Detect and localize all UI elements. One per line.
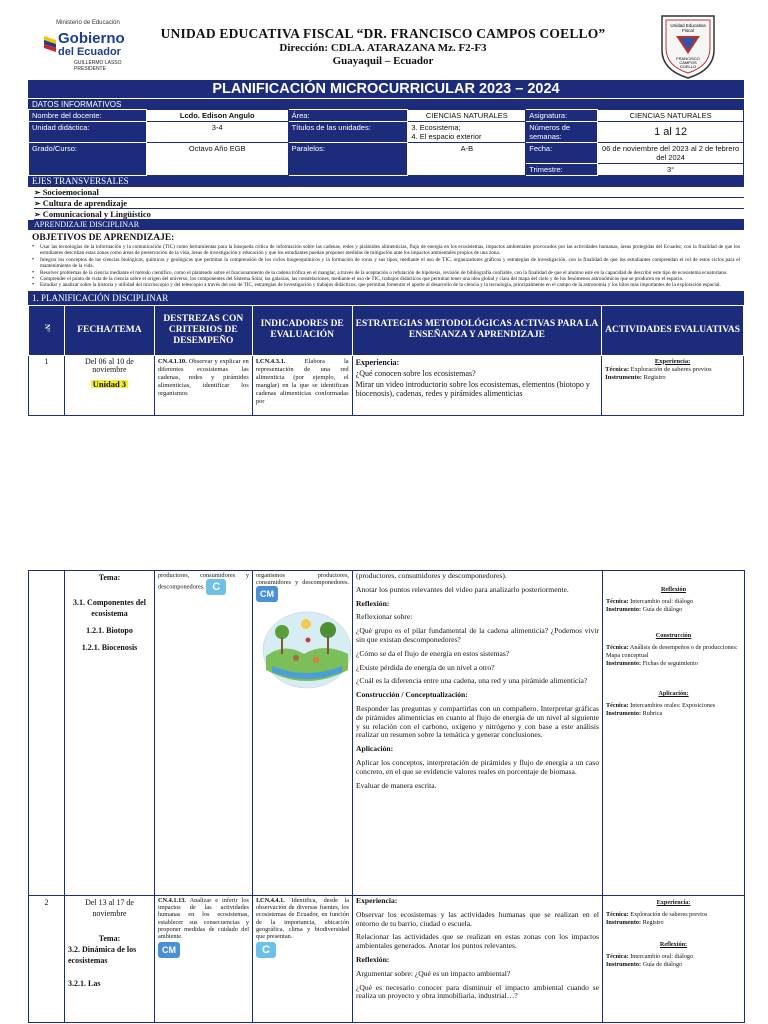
indicador-code: I.CN.4.3.1.: [255, 357, 286, 365]
act-tecnica: Técnica: Intercambios orales: Exposiciones: [606, 702, 716, 709]
ecuador-flag-icon: [42, 34, 58, 54]
tema-3: 1.2.1. Biocenosis: [81, 643, 138, 652]
col-actividades: ACTIVIDADES EVALUATIVAS: [602, 305, 744, 355]
act-instrumento: Instrumento: Registro: [606, 919, 664, 926]
estr-line: Aplicar los conceptos, interpretación de pirámides y flujo de energía a un caso concreto, en el que se evidencie valores reales en porcentaje de biomasa.: [356, 757, 599, 776]
ministry-label: Ministerio de Educación: [56, 20, 120, 26]
plan-title: PLANIFICACIÓN MICROCURRICULAR 2023 – 2024: [28, 80, 744, 98]
estr-heading: Aplicación:: [356, 744, 394, 754]
docente-value: Lcdo. Edison Angulo: [146, 110, 288, 122]
objetivos-heading: OBJETIVOS DE APRENDIZAJE:: [32, 233, 175, 243]
indicador-text: Identifica, desde la observación de diversas fuentes, los ecosistemas de Ecuador, en función de la importancia, ubicación geográfica, clima y biodiversidad que presentan.: [256, 897, 349, 941]
svg-text:COELLO: COELLO: [679, 64, 697, 69]
indicador-code: I.CN.4.4.1.: [256, 897, 285, 904]
school-shield-icon: [658, 14, 718, 80]
asignatura-label: Asignatura:: [526, 110, 598, 122]
titulo-2: 4. El espacio exterior: [411, 132, 482, 141]
col-fecha: FECHA/TEMA: [64, 305, 154, 355]
document-header: [28, 14, 744, 80]
ejes-list: [28, 187, 744, 220]
ejes-heading: EJES TRANSVERSALES: [28, 176, 744, 187]
row-estrategia: [352, 355, 602, 415]
trimestre-label: Trimestre:: [526, 164, 598, 176]
estr-line: (productores, consumidores y descomponedores).: [356, 571, 507, 580]
semanas-label: Números de semanas:: [526, 122, 598, 143]
asignatura-value: CIENCIAS NATURALES: [598, 110, 744, 122]
document-page-1: [28, 14, 744, 416]
tema-2: 1.2.1. Biotopo: [86, 626, 133, 635]
row-indicador: [253, 896, 353, 1023]
estr-heading: Experiencia:: [355, 357, 400, 367]
row-tema: [65, 571, 155, 896]
unidad-highlight: Unidad 3: [92, 378, 127, 389]
ejes-item: ➢ Cultura de aprendizaje: [34, 198, 744, 209]
row-estrategia: [353, 571, 603, 896]
gov-president: GUILLERMO LASSO PRESIDENTE: [74, 60, 122, 72]
act-tecnica: Técnica: Intercambio oral: diálogo: [606, 953, 694, 960]
row-num: [29, 571, 65, 896]
school-name: UNIDAD EDUCATIVA FISCAL “DR. FRANCISCO CAMPOS COELLO”: [160, 26, 606, 41]
estr-heading: Construcción / Conceptualización:: [356, 690, 468, 700]
row-destreza: [155, 896, 253, 1023]
school-city: Guayaquil – Ecuador: [332, 55, 434, 67]
competencia-cm-icon: CM: [158, 942, 180, 958]
row-fecha: Del 13 al 17 de noviembre: [85, 898, 134, 918]
col-estrategias: ESTRATEGIAS METODOLÓGICAS ACTIVAS PARA LA ENSEÑANZA Y APRENDIZAJE: [352, 305, 602, 355]
row-actividad: [602, 355, 744, 415]
titulos-label: Títulos de las unidades:: [288, 122, 408, 143]
estr-line: ¿Existe pérdida de energía de un nivel a otro?: [356, 662, 495, 672]
act-heading: Experiencia:: [654, 357, 691, 365]
trimestre-value: 3°: [598, 164, 744, 176]
docente-label: Nombre del docente:: [29, 110, 147, 122]
act-tecnica: Técnica: Intercambio oral: diálogo: [606, 598, 694, 605]
indicador-text: Elabora la representación de una red alimenticia (por ejemplo, el manglar) en la que se identifican cadenas alimenticias conformadas por: [255, 357, 349, 405]
row-estrategia: [353, 896, 603, 1023]
datos-heading: DATOS INFORMATIVOS: [28, 98, 744, 109]
col-num: N°: [29, 305, 65, 355]
estr-line: ¿Cuál es la diferencia entre una cadena, una red y una pirámide alimenticia?: [356, 676, 588, 686]
objetivo-item: • Integrar los conceptos de las ciencias biológicas, químicas y geológicas que permitan la comprensión de los ciclos biogeoquímicos y la formación de rocas y sus tipos, mediante el uso de TIC, organizadores gráficos y estrategias de investigación, con la finalidad de que los estudiantes comprendan el rol de estos ciclos para el mantenimiento de la vida.: [30, 257, 740, 270]
indicador-cont: organismos productores, consumidores y descomponedores.: [256, 572, 349, 587]
row-tema: [65, 896, 155, 1023]
destreza-text: Analizar e inferir los impactos de las actividades humanas en los ecosistemas, establecer sus consecuencias y proponer medidas de cuidado del ambiente.: [158, 897, 249, 941]
row-destreza: [154, 355, 252, 415]
row-actividad: [603, 571, 745, 896]
act-tecnica: Técnica: Análisis de desempeños o de producciones: Mapa conceptual: [606, 644, 738, 659]
tema-1: 3.1. Componentes del ecosistema: [73, 598, 146, 618]
row-indicador: [253, 571, 353, 896]
area-value: CIENCIAS NATURALES: [408, 110, 526, 122]
objetivo-item: • Usar las tecnologías de la información y la comunicación (TIC) como herramientas para la búsqueda crítica de información sobre las cadenas, redes y pirámides alimenticias, flujo de energía en los ecosistemas, impactos ambientales provocados por las actividades humanas, áreas protegidas del Ecuador, con la finalidad de que los estudiantes describan estas zonas como áreas de preservación de la vida, áreas de investigación y educación y que los estudiantes puedan proponer medidas de mitigación ante los impactos ambientales propios de una zona.: [30, 244, 740, 257]
act-heading: Aplicación:: [658, 690, 689, 697]
estr-line: Evaluar de manera escrita.: [356, 780, 437, 790]
objetivo-item: • Estudiar y analizar sobre la historia y utilidad del microscopio y del telescopio a través del uso de TIC, estrategias de investigación y trabajos didácticos, que permitan fomentar el aporte al desarrollo de la ciencia y la tecnología, principalmente en el campo de la astronomía y los hitos más importantes de la exploración espacial.: [30, 282, 740, 288]
government-logo: [34, 20, 142, 80]
act-instrumento: Instrumento: Rubrica: [606, 710, 663, 717]
act-tecnica: Técnica: Exploración de saberes previos: [605, 365, 712, 373]
ejes-item: ➢ Comunicacional y Lingüístico: [34, 209, 744, 220]
estr-line: Observar los ecosistemas y las actividades humanas que se realizan en el entorno de tu barrio, ciudad o escuela.: [356, 909, 599, 928]
titulo-1: 3. Ecosistema;: [411, 123, 461, 132]
destreza-cont: productores, consumidores y descomponedores.: [158, 572, 249, 591]
estr-line: Argumentar sobre: ¿Qué es un impacto ambiental?: [356, 968, 511, 978]
table-row: [29, 355, 744, 415]
paralelos-label: Paralelos:: [288, 143, 408, 176]
act-instrumento: Instrumento: Guía de diálogo: [606, 606, 683, 613]
aprendizaje-heading: APRENDIZAJE DISCIPLINAR: [28, 220, 744, 230]
destreza-text: Observar y explicar en diferentes ecosistemas las cadenas, redes y pirámides alimenticias, identificar los organismos: [157, 357, 249, 397]
ecosystem-illustration: [262, 610, 352, 690]
competencia-c-icon: C: [206, 579, 226, 595]
table-row: [29, 571, 745, 896]
estr-line: Responder las preguntas y compartirlas con un compañero. Interpretar gráficas de pirámides alimenticias en cuanto al flujo de energía de un nivel al siguiente y su relación con el carbono, oxígeno y nitrógeno y con base a este análisis realizar un resumen sobre la temática y generar conclusiones.: [356, 703, 599, 740]
planificacion-table: [28, 305, 744, 416]
unidad-label: Unidad didáctica:: [29, 122, 147, 143]
document-page-2: [28, 570, 744, 1023]
objetivo-item: • Resolver problemas de la ciencia mediante el método científico, como el planteado sobre el funcionamiento de la cadena trófica en el manglar, a través de la aceptación o refutación de hipótesis, revisión de bibliografía confiable, con la finalidad de que el alumno esté en la capacidad de describir este tipo de ecosistema ecuatoriano.: [30, 270, 740, 276]
school-address: Dirección: CDLA. ATARAZANA Mz. F2-F3: [279, 42, 487, 54]
act-heading: Construcción: [655, 632, 692, 639]
competencia-c-icon: C: [256, 942, 276, 958]
row-fecha: [64, 355, 154, 415]
estr-line: ¿Cómo se da el flujo de energía en estos sistemas?: [356, 648, 510, 658]
row-num: 1: [29, 355, 65, 415]
svg-text:FRANCISCO: FRANCISCO: [676, 56, 700, 61]
unidad-value: 3-4: [146, 122, 288, 143]
estr-line: ¿Qué grupo es el pilar fundamental de la cadena alimenticia? ¿Podemos vivir sin que existan descomponedores?: [356, 626, 599, 644]
tema-1: 3.2. Dinámica de los ecosistemas: [68, 945, 137, 965]
act-heading: Experiencia:: [656, 899, 691, 906]
semanas-value: 1 al 12: [598, 122, 744, 143]
svg-text:Unidad Educativa: Unidad Educativa: [670, 23, 706, 28]
estr-heading: Reflexión:: [356, 598, 390, 608]
planificacion-table-cont: [28, 570, 745, 1023]
gov-line1: Gobierno: [58, 30, 125, 47]
competencia-cm-icon: CM: [256, 586, 278, 602]
destreza-code: CN.4.1.10.: [157, 357, 187, 365]
estr-heading: Reflexión:: [356, 954, 390, 964]
estr-line: Reflexionar sobre:: [356, 612, 413, 622]
destreza-code: CN.4.1.13.: [158, 897, 186, 904]
act-heading: Reflexión: [660, 586, 687, 593]
estr-question: ¿Qué conocen sobre los ecosistemas?: [355, 368, 476, 378]
act-instrumento: Instrumento: Fichas de seguimiento: [606, 660, 698, 667]
fecha-label: Fecha:: [526, 143, 598, 164]
estr-line: ¿Qué es necesario conocer para disminuir el impacto ambiental cuando se realiza un proyecto y obra inmobiliaria, industrial…?: [356, 982, 599, 1001]
estr-text: Mirar un video introductorio sobre los ecosistemas, elementos (biotopo y biocenosis), cadenas, redes y pirámides alimenticias: [355, 379, 590, 398]
estr-line: Relacionar las actividades que se realizan en estas zonas con los impactos ambientales generados. Anotar los puntos relevantes.: [356, 932, 599, 951]
act-tecnica: Técnica: Exploración de saberes previos: [606, 911, 708, 918]
svg-text:Fiscal: Fiscal: [682, 28, 694, 33]
datos-table: [28, 109, 744, 176]
tema-label: Tema:: [98, 573, 121, 582]
row-num: 2: [29, 896, 65, 1023]
ejes-item: ➢ Socioemocional: [34, 187, 744, 198]
act-instrumento: Instrumento: Registro: [605, 373, 666, 381]
row-destreza: [155, 571, 253, 896]
row-fecha-text: Del 06 al 10 de noviembre: [84, 356, 134, 374]
tema-2: 3.2.1. Las: [68, 979, 101, 988]
estr-line: Anotar los puntos relevantes del video para analizarlo posteriormente.: [356, 584, 569, 594]
grado-label: Grado/Curso:: [29, 143, 147, 176]
estr-heading: Experiencia:: [356, 896, 398, 905]
objetivos-list: [28, 244, 744, 289]
grado-value: Octavo Año EGB: [146, 143, 288, 176]
act-instrumento: Instrumento: Guía de diálogo: [606, 961, 683, 968]
gov-line2: del Ecuador: [58, 46, 121, 58]
planificacion-heading: 1. PLANIFICACIÓN DISCIPLINAR: [28, 291, 744, 305]
table-row: [29, 896, 745, 1023]
row-actividad: [603, 896, 745, 1023]
objetivo-item: • Comprender el punto de vista de la ciencia sobre el origen del universo, los componentes del Sistema Solar, las galaxias, las constelaciones, mediante el uso de TIC, trabajos didácticos que permitan tener una idea global y clara del mapa del cielo y de los fenómenos astronómicos que se producen en el espacio.: [30, 276, 740, 282]
titulos-value: [408, 122, 526, 143]
act-heading: Reflexión:: [659, 941, 688, 948]
fecha-value: 06 de noviembre del 2023 al 2 de febrero del 2024: [598, 143, 744, 164]
paralelos-value: A-B: [408, 143, 526, 176]
tema-label: Tema:: [98, 934, 121, 943]
col-indicadores: INDICADORES DE EVALUACIÓN: [252, 305, 352, 355]
row-indicador: [252, 355, 352, 415]
col-destrezas: DESTREZAS CON CRITERIOS DE DESEMPEÑO: [154, 305, 252, 355]
area-label: Área:: [288, 110, 408, 122]
svg-text:CAMPOS: CAMPOS: [679, 60, 697, 65]
